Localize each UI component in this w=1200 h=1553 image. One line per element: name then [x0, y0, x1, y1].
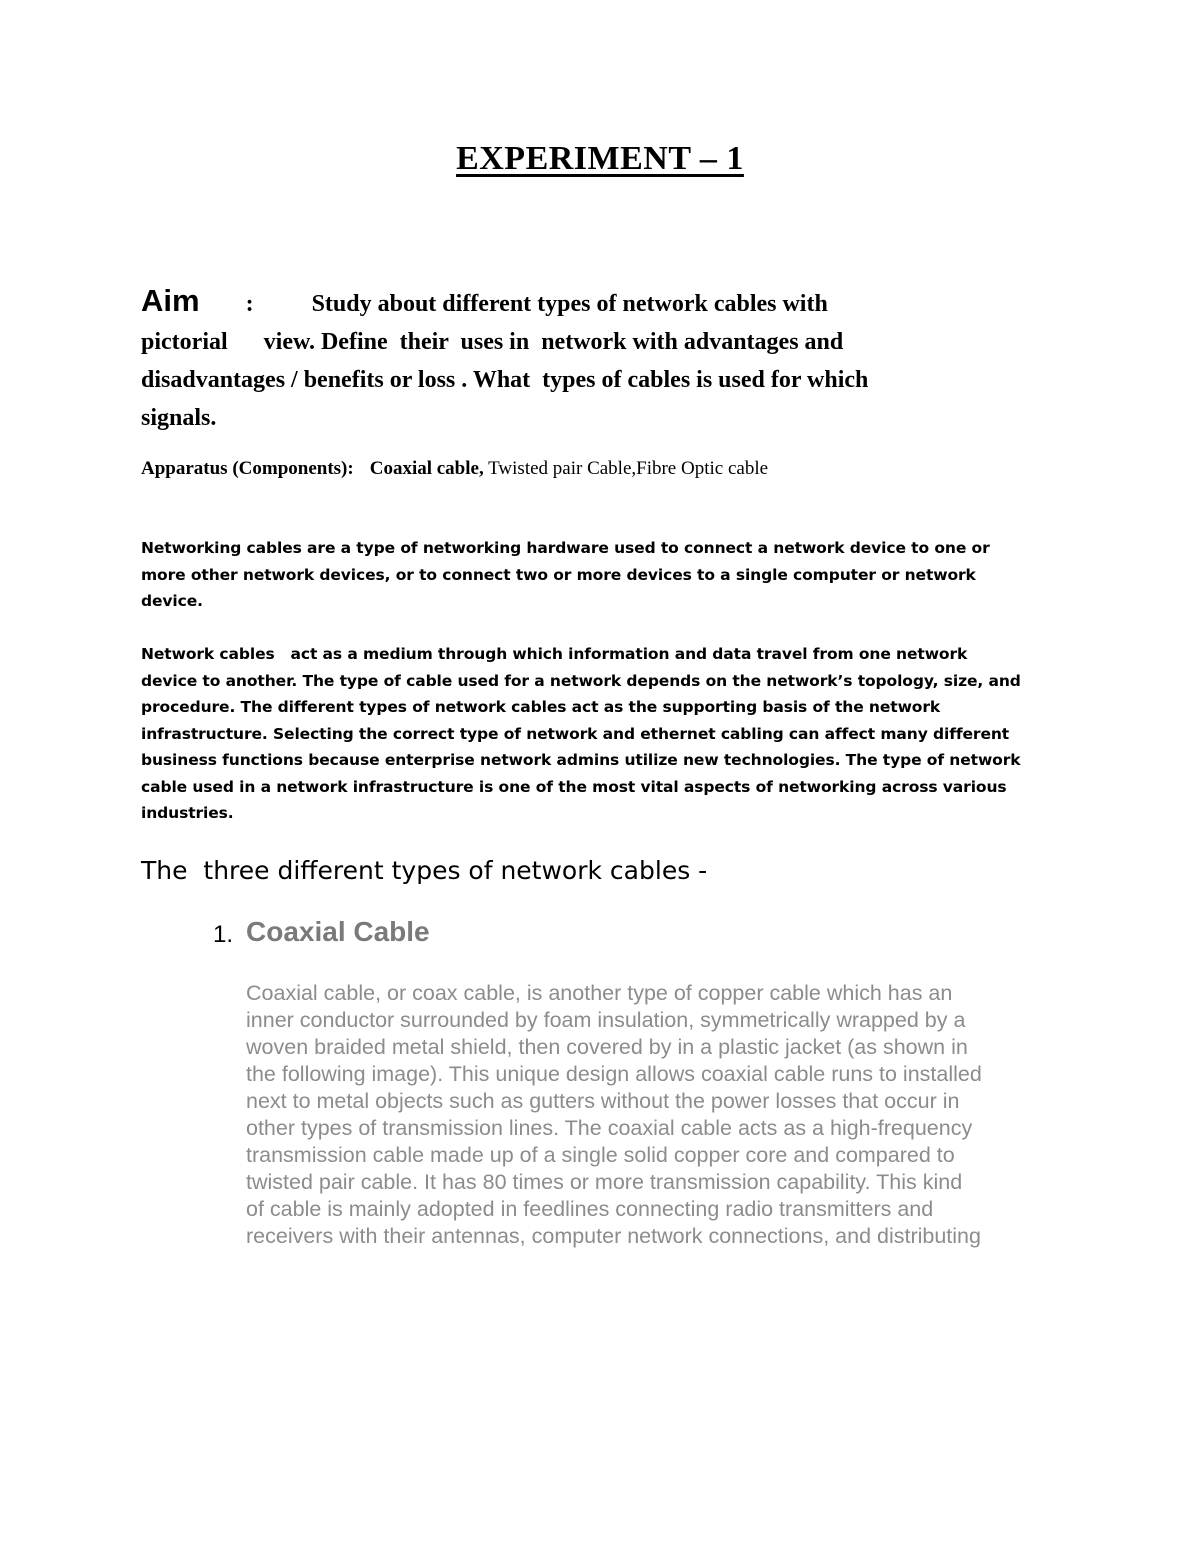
intro-paragraph-1: [141, 535, 1051, 615]
description-line: inner conductor surrounded by foam insulation, symmetrically wrapped by a: [246, 1008, 966, 1032]
aim-text-line-2: pictorial view. Define their uses in network with advantages and: [141, 329, 844, 355]
list-number: 1.: [213, 921, 234, 948]
paragraph-line: business functions because enterprise network admins utilize new technologies. The type of network: [141, 751, 1021, 769]
description-line: of cable is mainly adopted in feedlines connecting radio transmitters and: [246, 1197, 934, 1221]
list-heading-coaxial-cable: Coaxial Cable: [246, 916, 430, 947]
aim-colon: :: [245, 291, 254, 317]
apparatus-line: [141, 458, 1041, 480]
description-line: woven braided metal shield, then covered by in a plastic jacket (as shown in: [246, 1035, 968, 1059]
paragraph-line: device.: [141, 592, 203, 610]
paragraph-line: more other network devices, or to connect two or more devices to a single computer or network: [141, 565, 976, 584]
description-line: receivers with their antennas, computer network connections, and distributing: [246, 1224, 981, 1248]
aim-label: Aim: [141, 283, 200, 318]
paragraph-line: device to another. The type of cable used for a network depends on the network’s topology, size, and: [141, 671, 1021, 690]
paragraph-line: procedure. The different types of network cables act as the supporting basis of the network: [141, 698, 941, 716]
aim-text-line-1: Study about different types of network cables with: [311, 291, 828, 317]
paragraph-line: Networking cables are a type of networking hardware used to connect a network device to one or: [141, 539, 990, 557]
description-line: Coaxial cable, or coax cable, is another type of copper cable which has an: [246, 981, 953, 1005]
description-line: other types of transmission lines. The coaxial cable acts as a high-frequency: [246, 1116, 973, 1140]
paragraph-line: industries.: [141, 804, 234, 822]
aim-text-line-3: disadvantages / benefits or loss . What types of cables is used for which: [141, 367, 869, 393]
description-line: the following image). This unique design allows coaxial cable runs to installed: [246, 1062, 982, 1086]
apparatus-rest: Twisted pair Cable,Fibre Optic cable: [488, 458, 769, 479]
apparatus-label: Apparatus (Components):: [141, 458, 354, 479]
paragraph-line: cable used in a network infrastructure is one of the most vital aspects of networking across various: [141, 777, 1007, 796]
page-title: EXPERIMENT – 1: [456, 140, 744, 177]
description-line: transmission cable made up of a single solid copper core and compared to: [246, 1143, 955, 1167]
apparatus-bold-item: Coaxial cable,: [369, 458, 484, 479]
aim-section: [141, 282, 1041, 437]
coaxial-cable-description: [246, 980, 1061, 1250]
intro-paragraph-2: [141, 641, 1051, 827]
types-heading: The three different types of network cables -: [141, 856, 708, 885]
aim-text-line-4: signals.: [141, 405, 217, 431]
paragraph-line: infrastructure. Selecting the correct type of network and ethernet cabling can affect many different: [141, 724, 1010, 743]
description-line: twisted pair cable. It has 80 times or more transmission capability. This kind: [246, 1170, 963, 1194]
description-line: next to metal objects such as gutters without the power losses that occur in: [246, 1089, 960, 1113]
paragraph-line: Network cables act as a medium through which information and data travel from one network: [141, 645, 968, 663]
